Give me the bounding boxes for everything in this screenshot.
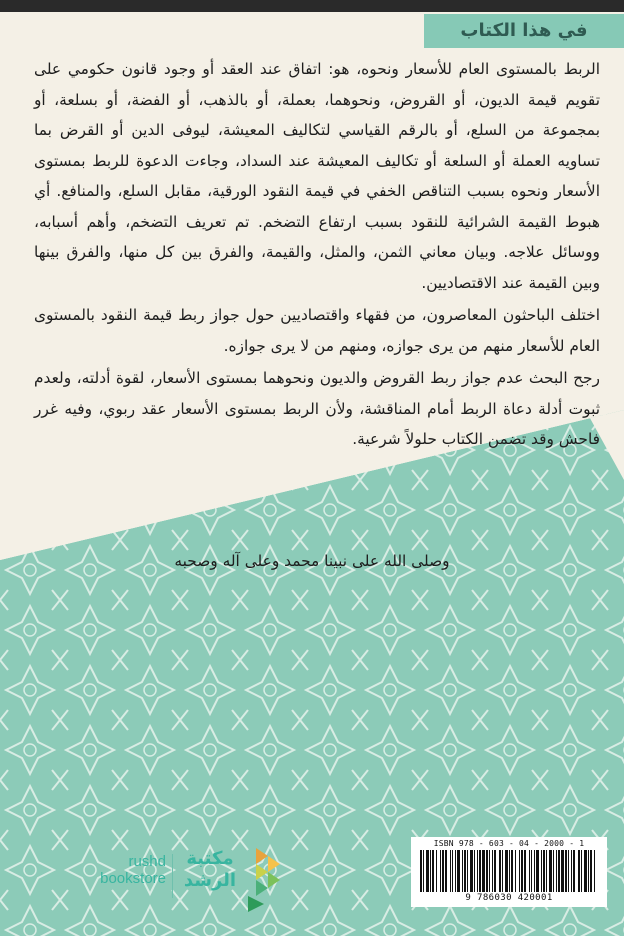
publisher-name-en	[84, 853, 166, 887]
barcode-bar	[556, 850, 557, 892]
barcode-digits: 9 786030 420001	[465, 893, 553, 903]
barcode-bar	[436, 850, 437, 892]
barcode-bar	[546, 850, 547, 892]
barcode-bar	[515, 850, 516, 892]
paragraph-2: اختلف الباحثون المعاصرون، من فقهاء واقتصاديين حول جواز ربط قيمة النقود بالمستوى العام للأسعار منهم من يرى جوازه، ومنهم من لا يرى جوازه.	[34, 306, 600, 355]
barcode-bar	[499, 850, 501, 892]
publisher-logo-icon	[246, 848, 284, 918]
barcode-bar	[467, 850, 468, 892]
barcode-bar	[568, 850, 569, 892]
closing-prayer: وصلى الله على نبينا محمد وعلى آله وصحبه	[174, 552, 450, 570]
logo-divider	[172, 854, 173, 898]
barcode-bar	[581, 850, 582, 892]
barcode-bar	[482, 850, 485, 892]
barcode-bar	[511, 850, 513, 892]
publisher-name-ar-line2: الرشد	[183, 870, 237, 891]
barcode-bar	[462, 850, 463, 892]
barcode-bar	[588, 850, 589, 892]
barcode-bar	[452, 850, 453, 892]
barcode-bars	[420, 850, 598, 892]
barcode-bar	[534, 850, 535, 892]
barcode-bar	[505, 850, 508, 892]
barcode-bar	[521, 850, 523, 892]
barcode-bar	[543, 850, 545, 892]
barcode-bar	[590, 850, 592, 892]
barcode-bar	[450, 850, 451, 892]
barcode-bar	[464, 850, 466, 892]
barcode-bar	[549, 850, 552, 892]
barcode-bar	[594, 850, 595, 892]
section-header: في هذا الكتاب	[424, 14, 624, 48]
barcode-bar	[524, 850, 526, 892]
book-description	[34, 54, 600, 457]
barcode-bar	[519, 850, 520, 892]
barcode-bar	[432, 850, 434, 892]
barcode-bar	[541, 850, 542, 892]
barcode-bar	[573, 850, 575, 892]
paragraph-3: رجح البحث عدم جواز ربط القروض والديون ونحوهما بمستوى الأسعار، لقوة أدلته، ولعدم ثبوت أدلة دعاة الربط أمام المناقشة، ولأن الربط بمستوى الأسعار عقد ربوي، وفيه غرر فاحش وقد تضمن الكتاب حلولاً شرعية.	[34, 369, 600, 448]
barcode-bar	[445, 850, 447, 892]
barcode-bar	[584, 850, 587, 892]
barcode-bar	[477, 850, 478, 892]
barcode-bar	[571, 850, 572, 892]
barcode-bar	[509, 850, 510, 892]
barcode-bar	[536, 850, 539, 892]
barcode-bar	[553, 850, 554, 892]
publisher-name-en-line2: bookstore	[100, 870, 166, 887]
top-edge-band	[0, 0, 624, 12]
barcode-bar	[531, 850, 532, 892]
barcode-bar	[578, 850, 580, 892]
barcode-bar	[486, 850, 488, 892]
barcode-bar	[423, 850, 424, 892]
barcode-bar	[529, 850, 530, 892]
barcode-bar	[470, 850, 473, 892]
barcode-bar	[457, 850, 460, 892]
barcode-bar	[420, 850, 422, 892]
publisher-name-ar-line1: مكتبة	[186, 848, 234, 869]
barcode-bar	[494, 850, 496, 892]
barcode-bar	[479, 850, 481, 892]
isbn-label: ISBN 978 - 603 - 04 - 2000 - 1	[433, 839, 585, 848]
barcode-bar	[455, 850, 456, 892]
barcode-bar	[558, 850, 560, 892]
barcode-bar	[440, 850, 441, 892]
publisher-name-en-line1: rushd	[128, 853, 166, 870]
barcode-bar	[561, 850, 564, 892]
barcode-bar	[442, 850, 444, 892]
barcode-bar	[430, 850, 431, 892]
barcode-bar	[502, 850, 503, 892]
barcode-bar	[489, 850, 490, 892]
publisher-name-ar	[180, 848, 240, 892]
barcode-bar	[426, 850, 429, 892]
barcode-bar	[492, 850, 493, 892]
barcode-bar	[474, 850, 475, 892]
barcode-bar	[565, 850, 567, 892]
paragraph-1: الربط بالمستوى العام للأسعار ونحوه، هو: اتفاق عند العقد أو وجود قانون حكومي على تقويم قيمة الديون، أو القروض، ونحوهما، بعملة، أو بالذهب، أو الفضة، أو بسلعة، أو بمجموعة من السلع، أو بالرقم القياسي لتكاليف المعيشة، ليوفى الدين أو القرض بما تساويه العملة أو السلعة أو تكاليف المعيشة عند السداد، وجاءت الدعوة للربط بمستوى الأسعار ونحوه بسبب التناقص الخفي في قيمة النقود الورقية، مقابل السلع، والمنافع. أي هبوط القيمة الشرائية للنقود بسبب ارتفاع التضخم. تم تعريف التضخم، وأهم أسبابه، ووسائل علاجه. وبيان معاني الثمن، والمثل، والقيمة، والفرق بين كل منها، والفرق بينها وبين القيمة عند الاقتصاديين.	[34, 60, 600, 292]
